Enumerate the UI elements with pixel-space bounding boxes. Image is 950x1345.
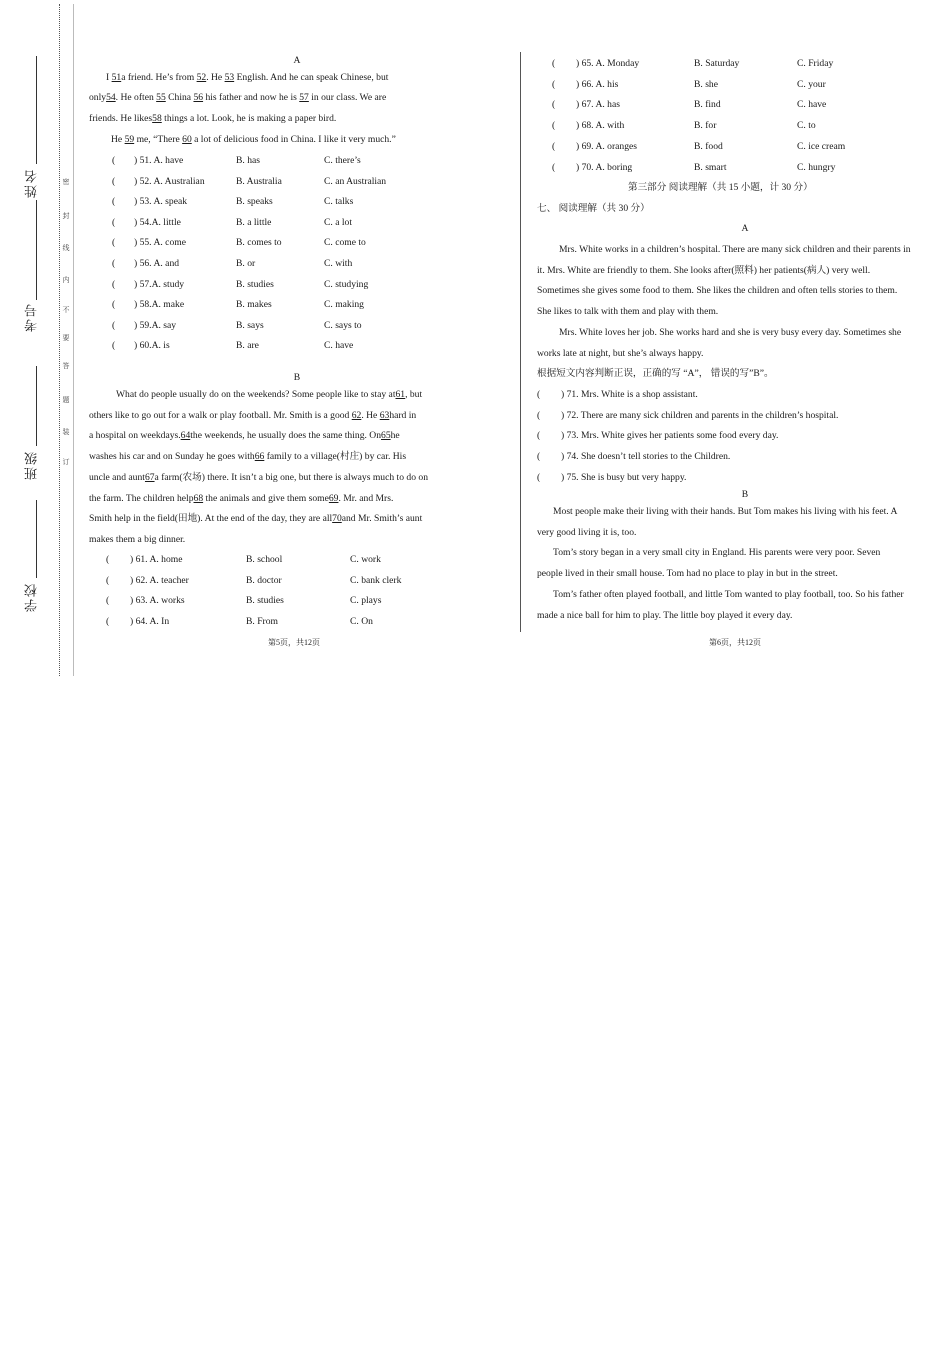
option-b: B. or [236, 258, 256, 269]
passage-text: and Mr. Smith’s aunt [341, 513, 423, 525]
blank: 69 [328, 492, 339, 504]
seal-char: 订 [62, 458, 70, 466]
part-title: 第三部分 阅读理解（共 15 小题，计 30 分） [628, 182, 813, 193]
option-b: B. a little [236, 216, 272, 228]
question-stem: ) 73. Mrs. White gives her patients some food every day. [561, 430, 779, 442]
question-stem: ) 72. There are many sick children and parents in the children’s hospital. [561, 409, 839, 421]
passage-a-line: only54. He often 55 China 56 his father and now he is 57 in our class. We are [89, 92, 387, 103]
answer-paren[interactable]: ( [112, 196, 116, 208]
seal-char: 封 [62, 212, 70, 220]
seal-char: 不 [62, 306, 70, 314]
answer-paren[interactable]: ( [112, 319, 116, 331]
question-stem-option-a: ) 57.A. study [134, 278, 185, 290]
passage-a-line: He 59 me, “There 60 a lot of delicious food in China. I like it very much.” [111, 134, 396, 145]
blank: 62 [351, 409, 362, 421]
option-c: C. with [324, 258, 353, 269]
option-c: C. studying [324, 278, 369, 290]
instruction-text: 根据短文内容判断正误，正确的写 “A”， 错误的写”B”。 [537, 368, 774, 379]
name-field-line [36, 56, 37, 164]
answer-paren[interactable]: ( [552, 120, 556, 132]
question-stem-option-a: ) 60.A. is [134, 340, 170, 352]
passage-text: he [390, 430, 400, 442]
option-c: C. hungry [797, 161, 836, 173]
option-b: B. comes to [236, 237, 282, 249]
seal-char: 线 [62, 244, 70, 252]
passage-b-line [89, 534, 185, 546]
school-label: 学校 [24, 582, 39, 612]
option-b: B. Australia [236, 175, 282, 187]
passage-text: . He [361, 409, 380, 421]
answer-paren[interactable]: ( [112, 340, 116, 352]
question-stem: ) 74. She doesn’t tell stories to the Children. [561, 451, 731, 463]
answer-paren[interactable]: ( [112, 155, 116, 166]
column-divider [520, 52, 521, 632]
reading-a-line: She likes to talk with them and play with them. [537, 306, 719, 318]
passage-b-line [89, 493, 393, 505]
passage-text: family to a village(村庄) by car. His [264, 451, 407, 463]
section-title: 七、 阅读理解（共 30 分） [537, 203, 650, 214]
option-c: C. says to [324, 319, 362, 331]
answer-paren[interactable]: ( [112, 237, 116, 249]
reading-b-line: made a nice ball for him to play. The little boy played it every day. [537, 609, 793, 621]
passage-text: , but [405, 389, 423, 400]
blank: 70 [332, 513, 342, 525]
question-stem-option-a: ) 54.A. little [134, 216, 181, 228]
question-stem-option-a: ) 63. A. works [130, 595, 185, 607]
page-footer: 第6页，共12页 [709, 638, 761, 647]
reading-a-line: Mrs. White works in a children’s hospital. There are many sick children and their parents in [559, 244, 911, 255]
question-stem-option-a: ) 55. A. come [134, 237, 186, 249]
school-field-line [36, 500, 37, 578]
seal-char: 密 [62, 178, 70, 186]
passage-text: a farm(农场) there. It isn’t a big one, but there is always much to do on [154, 471, 428, 483]
class-label: 班级 [24, 450, 39, 480]
question-stem-option-a: ) 52. A. Australian [134, 175, 205, 187]
passage-text: makes them a big dinner. [89, 533, 186, 545]
blank-52: 52 [196, 72, 207, 83]
passage-text: others like to go out for a walk or play football. Mr. Smith is a good [89, 409, 352, 421]
option-b: B. From [246, 616, 278, 628]
blank-55: 55 [156, 92, 166, 103]
option-b: B. food [694, 140, 723, 152]
exam-number-label: 考号 [24, 302, 39, 332]
option-c: C. making [324, 299, 364, 311]
passage-text: the animals and give them some [203, 492, 329, 504]
answer-paren[interactable]: ( [537, 409, 541, 421]
reading-a-line: Mrs. White loves her job. She works hard and she is very busy every day. Sometimes she [559, 326, 902, 338]
seal-char: 题 [62, 396, 70, 404]
option-c: C. come to [324, 237, 366, 249]
option-c: C. there’s [324, 155, 361, 166]
passage-b-line [89, 513, 422, 525]
option-b: B. speaks [236, 196, 273, 208]
passage-b-line [116, 389, 422, 401]
option-b: B. says [236, 319, 264, 331]
question-stem-option-a: ) 61. A. home [130, 554, 183, 565]
option-c: C. have [324, 340, 354, 352]
answer-paren[interactable]: ( [106, 574, 110, 586]
option-c: C. your [797, 78, 826, 90]
passage-text: . Mr. and Mrs. [338, 492, 394, 504]
option-c: C. a lot [324, 216, 352, 228]
reading-b-line: very good living it is, too. [537, 526, 637, 538]
answer-paren[interactable]: ( [112, 258, 116, 269]
option-b: B. are [236, 340, 259, 352]
passage-text: the weekends, he usually does the same thing. On [190, 430, 382, 442]
option-b: B. makes [236, 299, 272, 311]
option-b: B. find [694, 99, 721, 111]
reading-b-line: Tom’s story began in a very small city in England. His parents were very poor. Seven [553, 547, 881, 559]
reading-a-line: Sometimes she gives some food to them. She likes the children and often tells stories to them. [537, 285, 898, 297]
passage-text: Smith help in the field(田地). At the end of the day, they are all [89, 513, 333, 525]
option-b: B. Saturday [694, 58, 740, 69]
passage-a-line: I 51a friend. He’s from 52. He 53 English. And he can speak Chinese, but [106, 72, 389, 83]
reading-a-line: works late at night, but she’s always happy. [537, 347, 704, 359]
section-b-heading: B [293, 372, 301, 383]
passage-b-line [89, 451, 406, 463]
answer-paren[interactable]: ( [112, 278, 116, 290]
passage-text: uncle and aunt [89, 471, 145, 483]
seal-char: 内 [62, 276, 70, 284]
answer-paren[interactable]: ( [112, 216, 116, 228]
reading-b-line: Tom’s father often played football, and little Tom wanted to play football, too. So his father [553, 588, 904, 600]
answer-paren[interactable]: ( [112, 175, 116, 187]
blank: 67 [144, 471, 155, 483]
blank-56: 56 [193, 92, 204, 103]
passage-text: hard in [389, 409, 417, 421]
blank: 65 [381, 430, 391, 442]
blank-57: 57 [299, 92, 309, 103]
blank-53: 53 [224, 72, 235, 83]
question-stem-option-a: ) 59.A. say [134, 319, 177, 331]
option-c: C. On [350, 616, 373, 628]
option-b: B. she [694, 78, 718, 90]
answer-paren[interactable]: ( [106, 595, 110, 607]
page-footer: 第5页，共12页 [268, 638, 320, 647]
reading-b-line: people lived in their small house. Tom had no place to play in but in the street. [537, 568, 838, 580]
question-stem-option-a: ) 69. A. oranges [576, 140, 638, 152]
seal-char: 要 [62, 334, 70, 342]
passage-a-line: friends. He likes58 things a lot. Look, he is making a paper bird. [89, 113, 337, 124]
option-b: B. school [246, 554, 283, 565]
option-c: C. Friday [797, 58, 834, 69]
option-c: C. talks [324, 196, 354, 208]
option-b: B. has [236, 155, 260, 166]
blank-54: 54 [106, 92, 116, 103]
answer-paren[interactable]: ( [537, 389, 541, 400]
blank-58: 58 [152, 113, 162, 124]
option-c: C. to [797, 120, 816, 132]
passage-text: What do people usually do on the weekends? Some people like to stay at [116, 389, 396, 400]
question-stem-option-a: ) 66. A. his [576, 78, 619, 90]
reading-b-line: Most people make their living with their hands. But Tom makes his living with his feet. A [553, 506, 898, 517]
exam-number-field-line [36, 200, 37, 300]
blank: 64 [180, 430, 191, 442]
answer-paren[interactable]: ( [537, 430, 541, 442]
question-stem-option-a: ) 68. A. with [576, 120, 625, 132]
question-stem-option-a: ) 67. A. has [576, 99, 620, 111]
passage-text: washes his car and on Sunday he goes with [89, 451, 255, 463]
dotted-cut-line [59, 4, 60, 676]
reading-a-line: it. Mrs. White are friendly to them. She looks after(照料) her patients(病人) very well. [537, 264, 871, 276]
option-c: C. work [350, 554, 381, 565]
passage-text: a hospital on weekdays. [89, 430, 181, 442]
option-b: B. smart [694, 161, 727, 173]
class-field-line [36, 366, 37, 446]
option-b: B. studies [236, 278, 274, 290]
blank-51: 51 [111, 72, 122, 83]
option-b: B. doctor [246, 574, 282, 586]
option-b: B. for [694, 120, 717, 132]
option-c: C. ice cream [797, 140, 846, 152]
blank: 63 [379, 409, 390, 421]
passage-b-line [89, 410, 416, 422]
question-stem-option-a: ) 56. A. and [134, 258, 180, 269]
answer-paren[interactable]: ( [112, 299, 116, 311]
blank: 61 [395, 389, 406, 400]
option-c: C. bank clerk [350, 574, 402, 586]
question-stem: ) 71. Mrs. White is a shop assistant. [561, 389, 698, 400]
reading-a-heading: A [741, 223, 749, 234]
question-stem-option-a: ) 70. A. boring [576, 161, 633, 173]
binding-line [73, 4, 74, 676]
option-b: B. studies [246, 595, 284, 607]
answer-paren[interactable]: ( [552, 78, 556, 90]
passage-text: the farm. The children help [89, 492, 194, 504]
passage-b-line [89, 472, 428, 484]
answer-paren[interactable]: ( [537, 471, 541, 483]
question-stem: ) 75. She is busy but very happy. [561, 471, 687, 483]
blank: 68 [193, 492, 204, 504]
seal-char: 装 [62, 428, 70, 436]
answer-paren[interactable]: ( [106, 616, 110, 628]
option-c: C. an Australian [324, 175, 387, 187]
option-c: C. plays [350, 595, 382, 607]
blank-60: 60 [182, 134, 192, 145]
reading-b-heading: B [741, 489, 749, 500]
name-label: 姓名 [24, 168, 39, 198]
section-a-heading: A [293, 55, 301, 66]
question-stem-option-a: ) 58.A. make [134, 299, 185, 311]
blank: 66 [254, 451, 265, 463]
answer-paren[interactable]: ( [537, 451, 541, 463]
option-c: C. have [797, 99, 827, 111]
answer-paren[interactable]: ( [106, 554, 110, 565]
answer-paren[interactable]: ( [552, 99, 556, 111]
question-stem-option-a: ) 51. A. have [134, 155, 184, 166]
answer-paren[interactable]: ( [552, 161, 556, 173]
passage-b-line [89, 430, 400, 442]
question-stem-option-a: ) 64. A. In [130, 616, 170, 628]
blank-59: 59 [124, 134, 135, 145]
answer-paren[interactable]: ( [552, 140, 556, 152]
question-stem-option-a: ) 62. A. teacher [130, 574, 189, 586]
question-stem-option-a: ) 53. A. speak [134, 196, 188, 208]
answer-paren[interactable]: ( [552, 58, 556, 69]
seal-char: 答 [62, 362, 70, 370]
question-stem-option-a: ) 65. A. Monday [576, 58, 640, 69]
